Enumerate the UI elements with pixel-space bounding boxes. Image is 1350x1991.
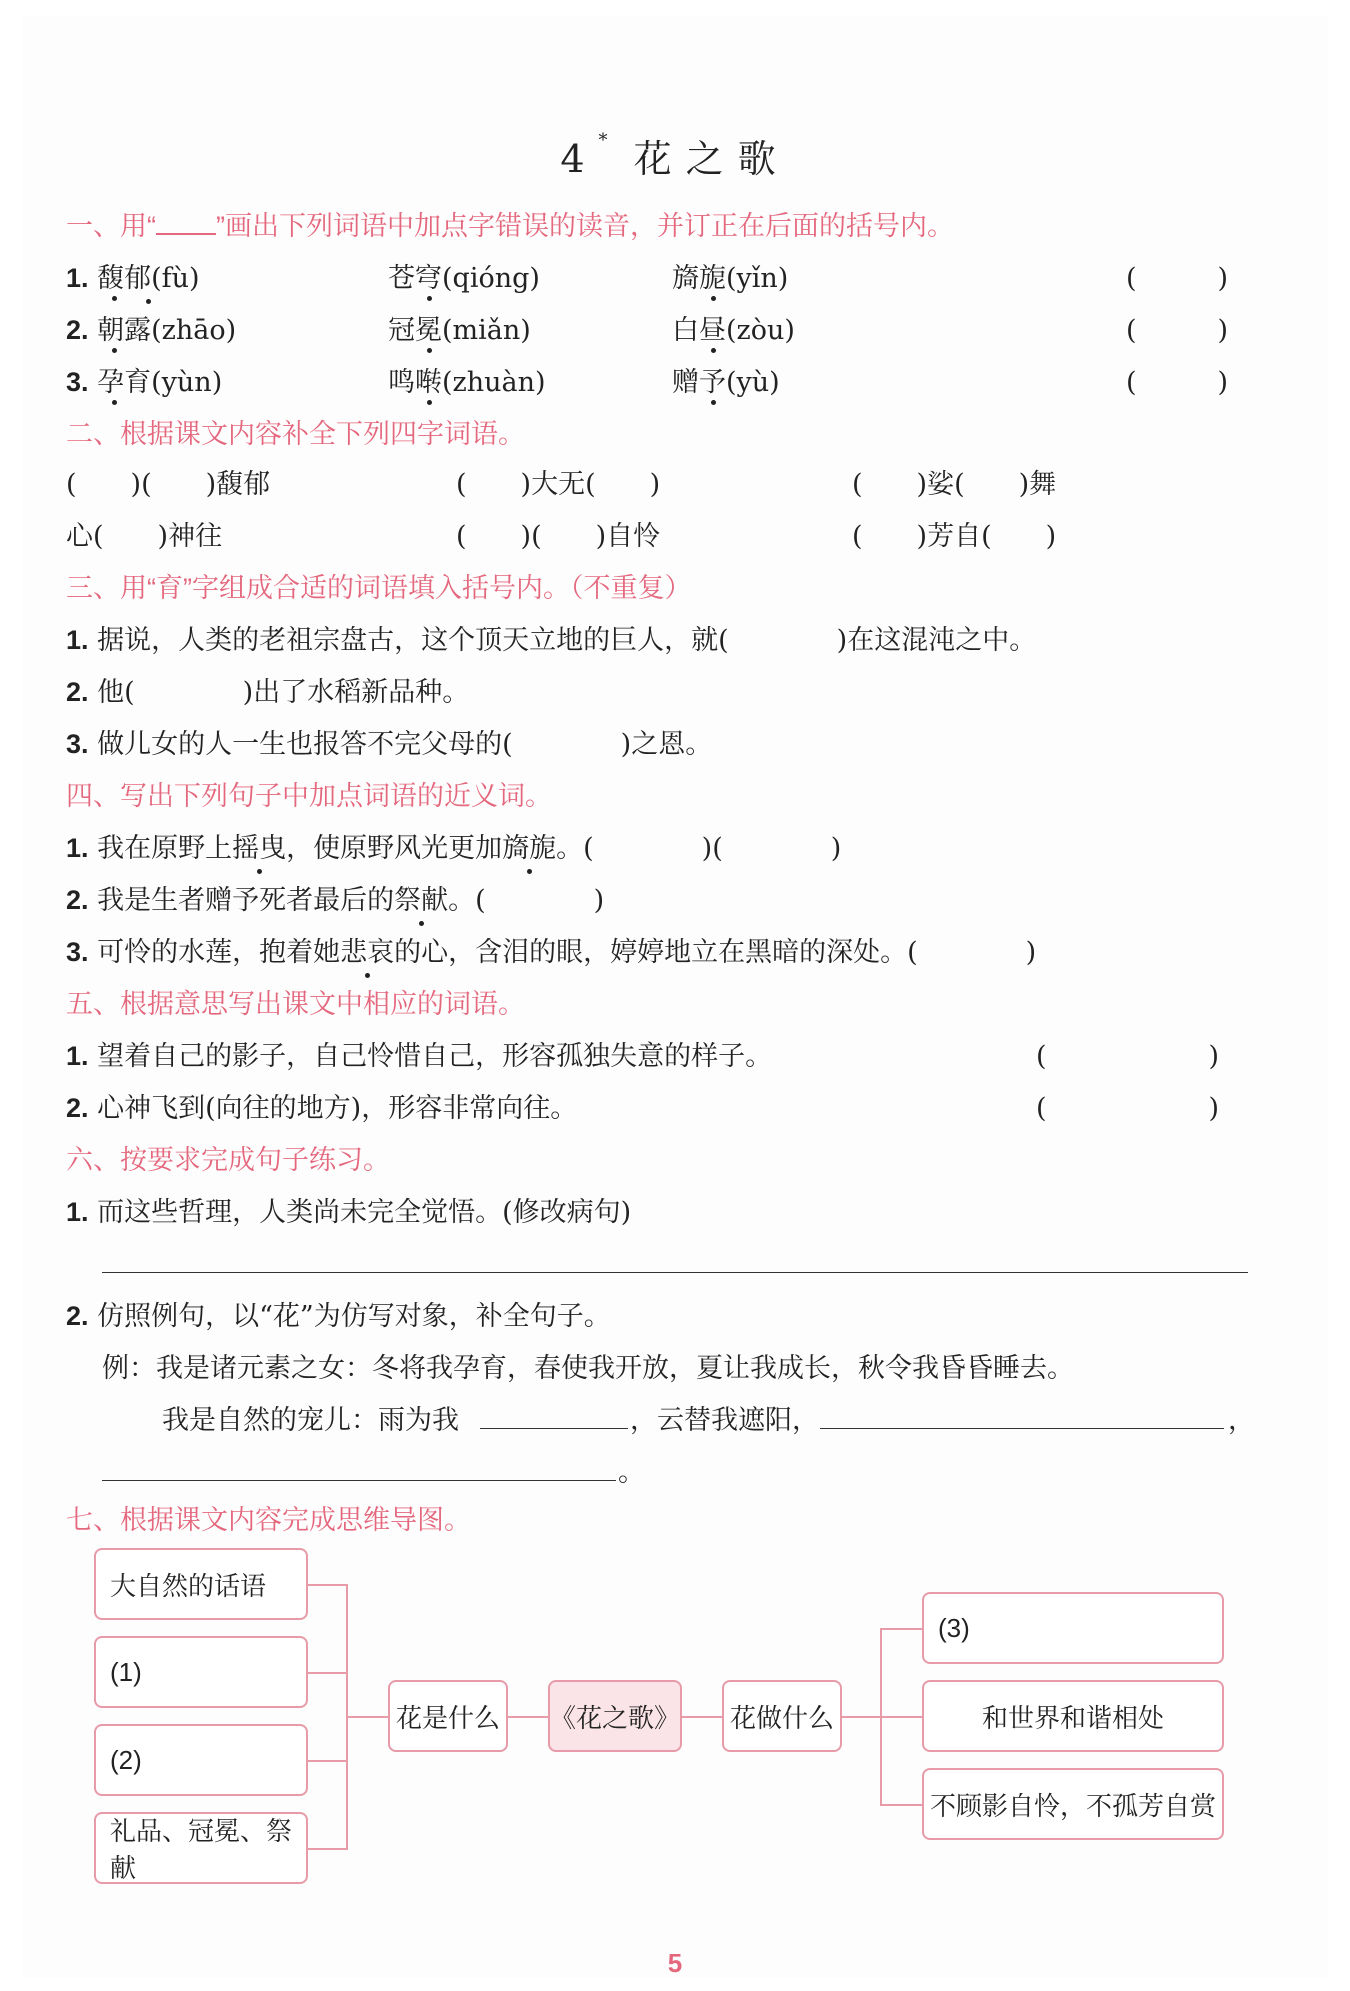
emphasis-dot [112, 348, 117, 353]
page-number: 5 [667, 1948, 683, 1978]
connector [880, 1716, 922, 1718]
s1-row-2-word-3: 白昼(zòu) [672, 315, 795, 346]
s2-item-2[interactable]: ( )大无( ) [456, 469, 661, 500]
emphasis-dot [112, 400, 117, 405]
section-5-heading: 五、根据意思写出课文中相应的词语。 [66, 989, 525, 1019]
mindmap-what-is-flower: 花是什么 [388, 1680, 508, 1752]
answer-blank-2[interactable] [820, 1428, 1224, 1429]
section-4-heading: 四、写出下列句子中加点词语的近义词。 [66, 781, 552, 811]
s6-fill-text-a: 我是自然的宠儿：雨为我 [162, 1405, 459, 1436]
s3-item-1[interactable]: 1. 据说，人类的老祖宗盘古，这个顶天立地的巨人，就( )在这混沌之中。 [66, 625, 1037, 656]
s1-row-2-word-2: 冠冕(miǎn) [388, 315, 531, 346]
s6-fill-comma: ， [1228, 1405, 1255, 1436]
answer-blank-1[interactable] [480, 1428, 628, 1429]
answer-line[interactable] [102, 1272, 1248, 1273]
section-6-heading: 六、按要求完成句子练习。 [66, 1145, 390, 1175]
mindmap-right-1[interactable]: (3) [922, 1592, 1224, 1664]
s6-example: 例：我是诸元素之女：冬将我孕育，春使我开放，夏让我成长，秋令我昏昏睡去。 [102, 1353, 1074, 1384]
s1-row-1-word-3: 旖旎(yǐn) [672, 263, 789, 294]
s1-row-3-word-3: 赠予(yù) [672, 367, 780, 398]
connector [308, 1672, 348, 1674]
s5-item-1: 1. 望着自己的影子，自己怜惜自己，形容孤独失意的样子。 [66, 1041, 773, 1072]
mindmap-right-2: 和世界和谐相处 [922, 1680, 1224, 1752]
s5-item-1-answer[interactable]: ( ) [1036, 1041, 1220, 1072]
connector [346, 1716, 388, 1718]
mindmap-left-3[interactable]: (2) [94, 1724, 308, 1796]
s1-row-1: 1. 馥郁(fù) [66, 256, 200, 295]
s4-item-3[interactable]: 3. 可怜的水莲，抱着她悲哀的心，含泪的眼，婷婷地立在黑暗的深处。( ) [66, 930, 1036, 969]
emphasis-dot [711, 348, 716, 353]
s6-question-1: 1. 而这些哲理，人类尚未完全觉悟。(修改病句) [66, 1197, 632, 1228]
section-7-heading: 七、根据课文内容完成思维导图。 [66, 1505, 471, 1535]
connector [842, 1716, 882, 1718]
s2-item-4[interactable]: 心( )神往 [66, 521, 223, 552]
emphasis-word: 祭献 [394, 878, 448, 917]
answer-blank-3[interactable] [102, 1480, 616, 1481]
s1-row-2-answer[interactable]: ( ) [1126, 315, 1229, 346]
section-1-heading: 一、用“ ”画出下列词语中加点字错误的读音，并订正在后面的括号内。 [66, 211, 954, 241]
connector [308, 1848, 348, 1850]
emphasis-word: 摇曳 [232, 826, 286, 865]
s1-row-3-answer[interactable]: ( ) [1126, 367, 1229, 398]
section-3-heading: 三、用“育”字组成合适的词语填入括号内。（不重复） [66, 573, 692, 603]
mindmap-what-flower-does: 花做什么 [722, 1680, 842, 1752]
s3-item-2[interactable]: 2. 他( )出了水稻新品种。 [66, 677, 470, 708]
s1-row-1-answer[interactable]: ( ) [1126, 263, 1229, 294]
connector [682, 1716, 722, 1718]
emphasis-dot [427, 296, 432, 301]
s1-row-3: 3. 孕育(yùn) [66, 367, 223, 398]
s6-fill-text-b: ，云替我遮阳， [630, 1405, 819, 1436]
mindmap-center-title: 《花之歌》 [548, 1680, 682, 1752]
connector [880, 1628, 922, 1630]
connector [880, 1804, 922, 1806]
s1-row-2: 2. 朝露(zhāo) [66, 315, 237, 346]
mindmap-left-1: 大自然的话语 [94, 1548, 308, 1620]
mindmap-left-4: 礼品、冠冕、祭献 [94, 1812, 308, 1884]
mindmap-left-2[interactable]: (1) [94, 1636, 308, 1708]
emphasis-word: 悲哀 [340, 930, 394, 969]
emphasis-dot [711, 400, 716, 405]
s3-item-3[interactable]: 3. 做儿女的人一生也报答不完父母的( )之恩。 [66, 729, 713, 760]
emphasis-word: 旖旎 [502, 826, 556, 865]
connector [508, 1716, 548, 1718]
mindmap-right-3: 不顾影自怜，不孤芳自赏 [922, 1768, 1224, 1840]
s2-item-3[interactable]: ( )娑( )舞 [852, 469, 1057, 500]
connector [308, 1760, 348, 1762]
section-2-heading: 二、根据课文内容补全下列四字词语。 [66, 419, 525, 449]
s5-item-2-answer[interactable]: ( ) [1036, 1093, 1220, 1124]
emphasis-dot [112, 296, 117, 301]
s2-item-5[interactable]: ( )( )自怜 [456, 521, 661, 552]
s2-item-6[interactable]: ( )芳自( ) [852, 521, 1057, 552]
page-title: 4* 花之歌 [560, 130, 790, 181]
s1-row-3-word-2: 鸣啭(zhuàn) [388, 367, 546, 398]
s4-item-1[interactable]: 1. 我在原野上摇曳，使原野风光更加旖旎。( )( ) [66, 826, 841, 865]
s6-question-2: 2. 仿照例句，以“花”为仿写对象，补全句子。 [66, 1301, 611, 1332]
emphasis-dot [711, 296, 716, 301]
emphasis-dot [427, 400, 432, 405]
s2-item-1[interactable]: ( )( )馥郁 [66, 469, 271, 500]
emphasis-dot [427, 348, 432, 353]
s1-row-1-word-2: 苍穹(qióng) [388, 263, 540, 294]
s4-item-2[interactable]: 2. 我是生者赠予死者最后的祭献。( ) [66, 878, 604, 917]
s5-item-2: 2. 心神飞到(向往的地方)，形容非常向往。 [66, 1093, 578, 1124]
connector [308, 1584, 348, 1586]
s6-fill-end: 。 [618, 1457, 645, 1488]
